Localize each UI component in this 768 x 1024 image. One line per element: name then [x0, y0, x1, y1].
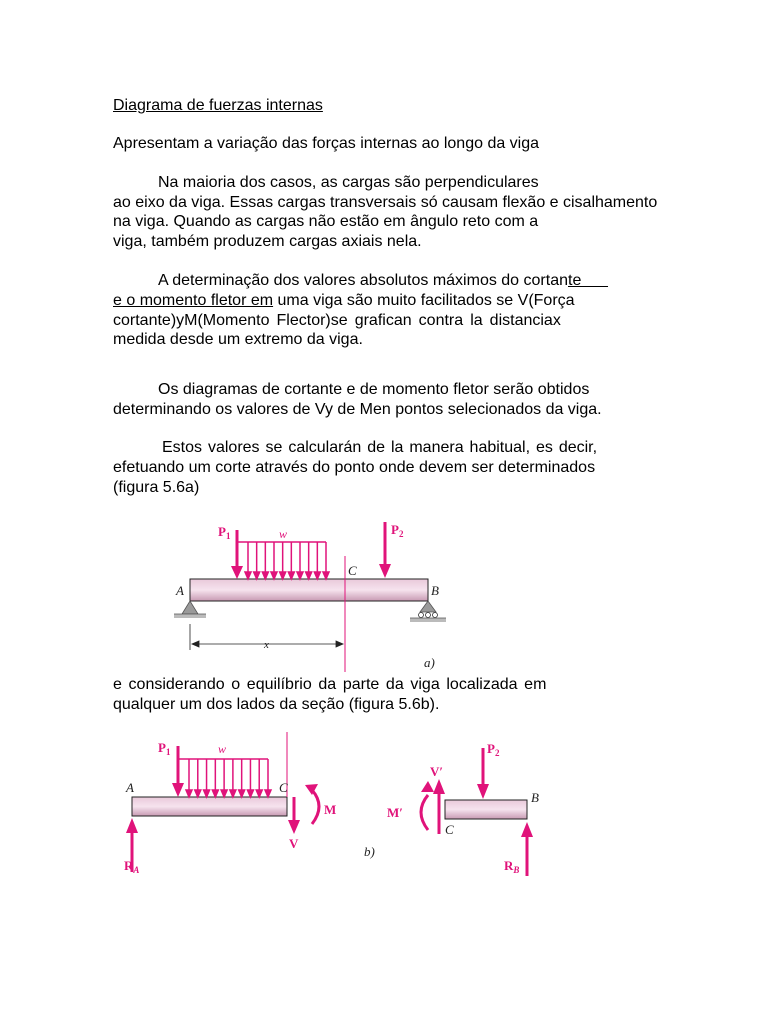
label-a-a: A [176, 583, 184, 598]
page-title: Diagrama de fuerzas internas [113, 97, 323, 114]
para5-line1: e considerando o equilíbrio da parte da viga localizada em [113, 676, 547, 693]
load-arrow-head [271, 572, 277, 579]
para2-line3: cortante)yM(Momento Flector)se grafican contra la distanciax [113, 312, 561, 329]
load-arrow-head [314, 572, 320, 579]
label-v-prime: V′ [430, 764, 444, 779]
para2-line4: medida desde um extremo da viga. [113, 331, 363, 348]
label-c-b-left: C [279, 780, 288, 795]
distributed-load-a [237, 542, 329, 579]
load-arrow-head [262, 572, 268, 579]
load-arrow-head [221, 790, 227, 797]
load-arrow-head [256, 790, 262, 797]
para3-line1: Os diagramas de cortante e de momento fletor serão obtidos [158, 381, 590, 398]
load-arrow-head [297, 572, 303, 579]
roller-support-b [410, 601, 446, 622]
intro-text: Apresentam a variação das forças internas ao longo da viga [113, 135, 540, 152]
caption-b: b) [364, 844, 375, 859]
label-ra: $R_A$ [124, 858, 140, 875]
force-p1-a [231, 530, 243, 579]
label-a-b: A [126, 780, 134, 795]
para1-line3: na viga. Quando as cargas não estão em ângulo reto com a [113, 213, 539, 230]
para5-line2: qualquer um dos lados da seção (figura 5.6b). [113, 696, 440, 713]
para2-line2 [113, 291, 661, 311]
force-p2-b [477, 748, 489, 799]
beam-left-segment-b [132, 797, 287, 816]
moment-m-prime-arrow [421, 781, 434, 830]
label-b-a: B [431, 583, 439, 598]
para3-line2: determinando os valores de Vy de Men pontos selecionados da viga. [113, 401, 602, 418]
para4-line3: (figura 5.6a) [113, 479, 200, 496]
para1-line1: Na maioria dos casos, as cargas são perpendiculares [158, 174, 539, 191]
label-m-b: M [324, 802, 337, 817]
moment-m-arrow [305, 784, 319, 824]
label-w-b: w [218, 742, 227, 756]
load-arrow-head [204, 790, 210, 797]
label-m-prime: M′ [387, 805, 403, 820]
pin-support-a [174, 601, 206, 618]
label-p2-b: $P_2$ [487, 741, 500, 758]
para1-line2: ao eixo da viga. Essas cargas transversais só causam flexão e cisalhamento [113, 194, 658, 211]
label-p2-a: $P_2$ [391, 522, 404, 539]
beam-right-segment-b [445, 800, 527, 819]
label-v-b: V [289, 836, 299, 851]
shear-v-prime-arrow [433, 779, 445, 834]
shear-v-arrow [288, 797, 300, 834]
reaction-ra [126, 818, 138, 872]
beam-a [190, 579, 428, 601]
load-arrow-head [265, 790, 271, 797]
label-c-b-right: C [445, 822, 454, 837]
para2-line1 [158, 271, 608, 291]
label-x-a: x [264, 639, 269, 651]
para2-line1-text: A determinação dos valores absolutos máximos do cortan [158, 272, 568, 289]
force-p2-a [379, 522, 391, 578]
load-arrow-head [195, 790, 201, 797]
load-arrow-head [288, 572, 294, 579]
para4-line1: Estos valores se calcularán de la manera habitual, es decir, [162, 439, 598, 456]
load-arrow-head [247, 790, 253, 797]
load-arrow-head [306, 572, 312, 579]
label-c-a: C [348, 563, 357, 578]
label-b-b: B [531, 790, 539, 805]
load-arrow-head [323, 572, 329, 579]
para4-line2: efetuando um corte através do ponto onde devem ser determinados [113, 459, 596, 476]
dimension-x [190, 624, 343, 650]
label-rb: $R_B$ [504, 858, 520, 875]
para1-line4: viga, também produzem cargas axiais nela. [113, 233, 422, 250]
load-arrow-head [254, 572, 260, 579]
label-w-a: w [279, 527, 288, 541]
load-arrow-head [239, 790, 245, 797]
para2-line1-underlined: te [568, 272, 609, 289]
caption-a: a) [424, 655, 435, 670]
label-p1-a: $P_1$ [218, 524, 231, 541]
label-p1-b: $P_1$ [158, 740, 171, 757]
force-p1-b [172, 746, 184, 797]
load-arrow-head [230, 790, 236, 797]
distributed-load-b [178, 759, 271, 797]
load-arrow-head [212, 790, 218, 797]
reaction-rb [521, 822, 533, 876]
load-arrow-head [186, 790, 192, 797]
load-arrow-head [245, 572, 251, 579]
para2-line2-text: uma viga são muito facilitados se V(Força [273, 292, 575, 309]
para2-line2-underlined: e o momento fletor em [113, 292, 274, 309]
load-arrow-head [280, 572, 286, 579]
